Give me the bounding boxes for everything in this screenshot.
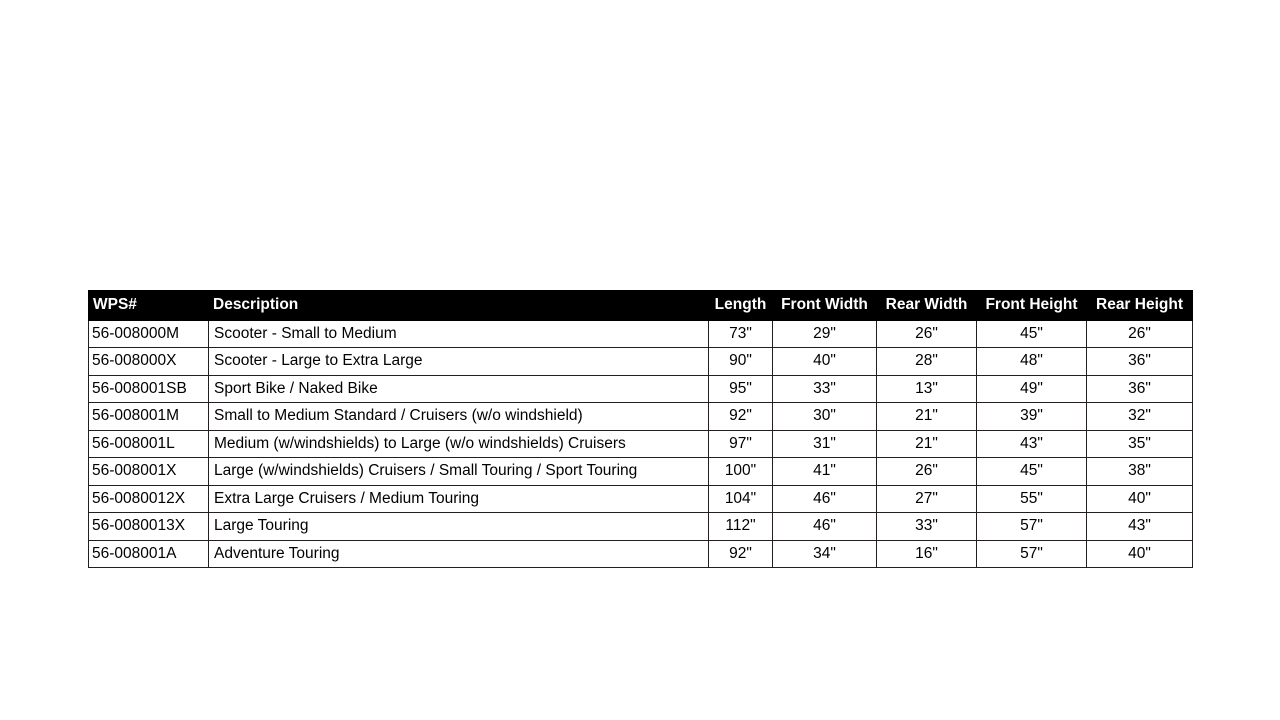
cell-sku: 56-0080013X bbox=[89, 513, 209, 541]
table-row bbox=[89, 430, 1193, 458]
cell-front-height: 43" bbox=[977, 430, 1087, 458]
cell-length: 92" bbox=[709, 540, 773, 568]
cell-rear-width: 13" bbox=[877, 375, 977, 403]
cell-description: Scooter - Small to Medium bbox=[209, 320, 709, 348]
cell-front-height: 48" bbox=[977, 348, 1087, 376]
table-row bbox=[89, 513, 1193, 541]
cell-front-width: 46" bbox=[773, 513, 877, 541]
cell-description: Large (w/windshields) Cruisers / Small Touring / Sport Touring bbox=[209, 458, 709, 486]
cell-length: 95" bbox=[709, 375, 773, 403]
cell-sku: 56-008001A bbox=[89, 540, 209, 568]
cell-front-height: 49" bbox=[977, 375, 1087, 403]
cell-front-width: 40" bbox=[773, 348, 877, 376]
table-row bbox=[89, 485, 1193, 513]
cell-rear-height: 43" bbox=[1087, 513, 1193, 541]
spec-sheet bbox=[88, 290, 1192, 568]
cell-rear-width: 26" bbox=[877, 320, 977, 348]
column-header-sku: WPS# bbox=[89, 291, 209, 321]
cell-description: Sport Bike / Naked Bike bbox=[209, 375, 709, 403]
cell-rear-width: 21" bbox=[877, 403, 977, 431]
cell-length: 90" bbox=[709, 348, 773, 376]
cell-description: Medium (w/windshields) to Large (w/o windshields) Cruisers bbox=[209, 430, 709, 458]
cell-length: 100" bbox=[709, 458, 773, 486]
cell-front-width: 29" bbox=[773, 320, 877, 348]
table-row bbox=[89, 375, 1193, 403]
cell-front-width: 34" bbox=[773, 540, 877, 568]
cell-description: Extra Large Cruisers / Medium Touring bbox=[209, 485, 709, 513]
table-row bbox=[89, 458, 1193, 486]
cell-rear-width: 33" bbox=[877, 513, 977, 541]
cell-front-height: 55" bbox=[977, 485, 1087, 513]
table-body bbox=[89, 320, 1193, 568]
cell-rear-width: 28" bbox=[877, 348, 977, 376]
cell-front-width: 41" bbox=[773, 458, 877, 486]
cell-length: 97" bbox=[709, 430, 773, 458]
cell-rear-height: 26" bbox=[1087, 320, 1193, 348]
cell-front-height: 39" bbox=[977, 403, 1087, 431]
cell-length: 112" bbox=[709, 513, 773, 541]
cell-front-width: 31" bbox=[773, 430, 877, 458]
cell-sku: 56-008000X bbox=[89, 348, 209, 376]
cell-rear-width: 21" bbox=[877, 430, 977, 458]
cell-rear-height: 36" bbox=[1087, 375, 1193, 403]
cell-description: Large Touring bbox=[209, 513, 709, 541]
cell-description: Adventure Touring bbox=[209, 540, 709, 568]
cell-length: 92" bbox=[709, 403, 773, 431]
cell-rear-height: 36" bbox=[1087, 348, 1193, 376]
column-header-rear-height: Rear Height bbox=[1087, 291, 1193, 321]
table-header bbox=[89, 291, 1193, 321]
table-row bbox=[89, 348, 1193, 376]
column-header-front-height: Front Height bbox=[977, 291, 1087, 321]
cell-length: 73" bbox=[709, 320, 773, 348]
column-header-front-width: Front Width bbox=[773, 291, 877, 321]
column-header-length: Length bbox=[709, 291, 773, 321]
cell-sku: 56-008000M bbox=[89, 320, 209, 348]
cell-sku: 56-008001X bbox=[89, 458, 209, 486]
cell-sku: 56-008001SB bbox=[89, 375, 209, 403]
table-row bbox=[89, 540, 1193, 568]
cell-description: Scooter - Large to Extra Large bbox=[209, 348, 709, 376]
cell-rear-height: 35" bbox=[1087, 430, 1193, 458]
cell-rear-height: 40" bbox=[1087, 540, 1193, 568]
column-header-rear-width: Rear Width bbox=[877, 291, 977, 321]
table-row bbox=[89, 403, 1193, 431]
cell-rear-width: 27" bbox=[877, 485, 977, 513]
cell-front-width: 33" bbox=[773, 375, 877, 403]
cell-front-height: 45" bbox=[977, 458, 1087, 486]
cell-front-width: 30" bbox=[773, 403, 877, 431]
cell-rear-height: 32" bbox=[1087, 403, 1193, 431]
cell-rear-height: 38" bbox=[1087, 458, 1193, 486]
cell-rear-height: 40" bbox=[1087, 485, 1193, 513]
column-header-description: Description bbox=[209, 291, 709, 321]
cell-front-height: 45" bbox=[977, 320, 1087, 348]
cell-length: 104" bbox=[709, 485, 773, 513]
cell-rear-width: 26" bbox=[877, 458, 977, 486]
cell-sku: 56-008001L bbox=[89, 430, 209, 458]
cell-sku: 56-008001M bbox=[89, 403, 209, 431]
cell-description: Small to Medium Standard / Cruisers (w/o windshield) bbox=[209, 403, 709, 431]
cell-front-height: 57" bbox=[977, 513, 1087, 541]
table-row bbox=[89, 320, 1193, 348]
table-header-row bbox=[89, 291, 1193, 321]
cell-front-width: 46" bbox=[773, 485, 877, 513]
cell-rear-width: 16" bbox=[877, 540, 977, 568]
cell-sku: 56-0080012X bbox=[89, 485, 209, 513]
size-chart-table bbox=[88, 290, 1193, 568]
cell-front-height: 57" bbox=[977, 540, 1087, 568]
